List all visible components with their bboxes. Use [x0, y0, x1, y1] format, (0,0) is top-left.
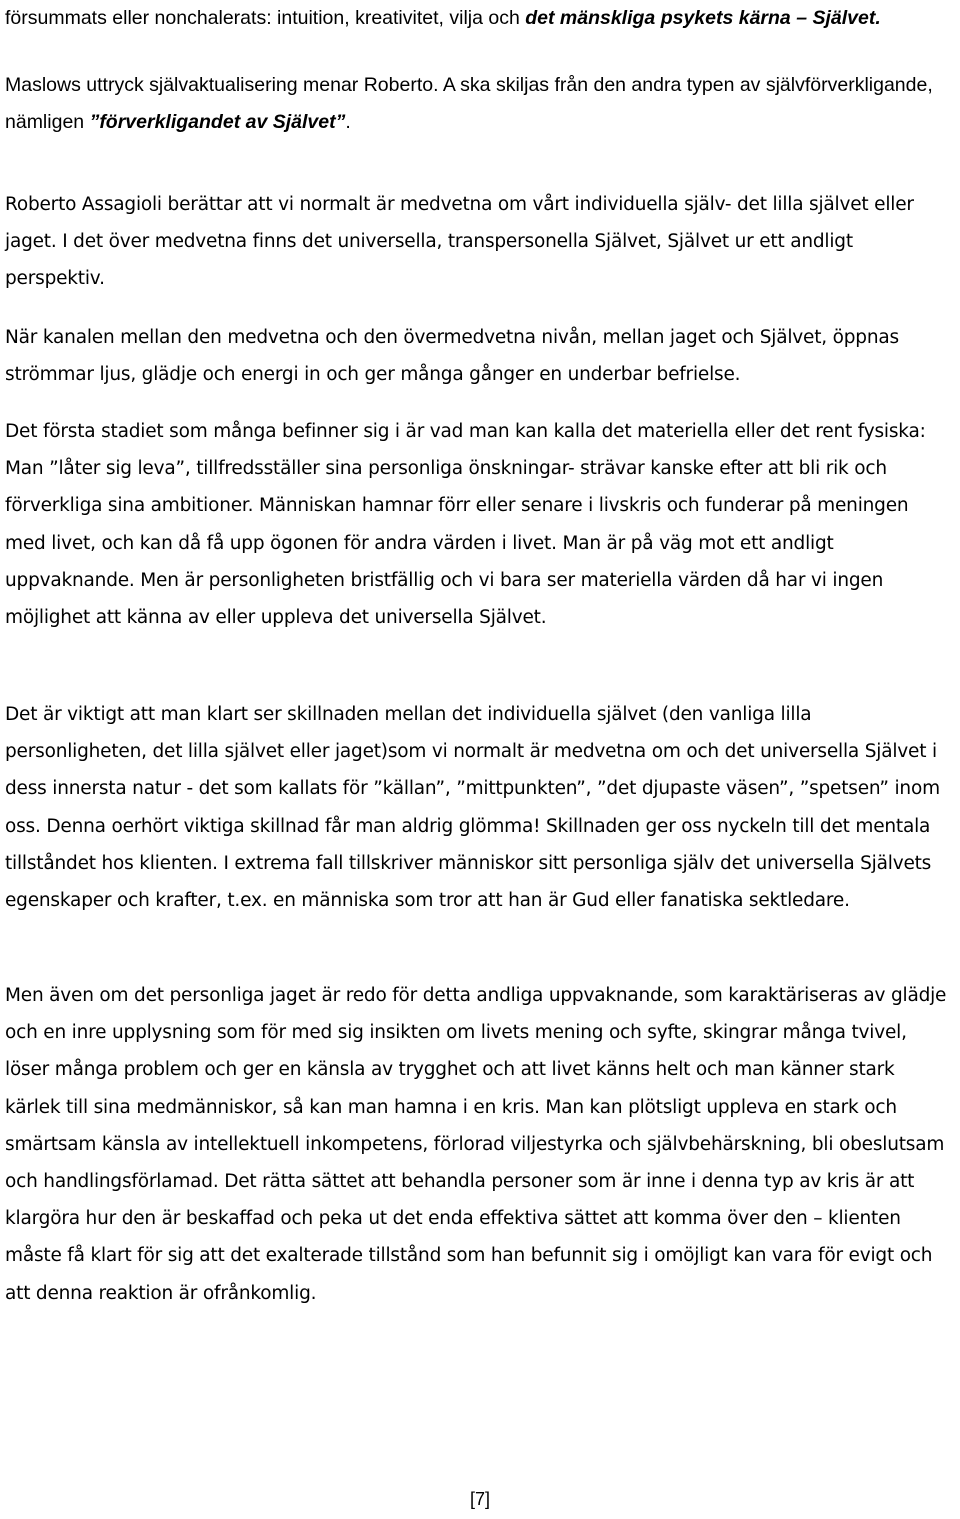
- paragraph-text: .: [345, 110, 351, 133]
- paragraph-forsta-stadiet: Det första stadiet som många befinner sig i är vad man kan kalla det materiella eller det rent fysiska: Man ”låter sig leva”, tillfredsställer sina personliga önskningar- strävar kanske efter att bli rik och förverkliga sina ambitioner. Människan hamnar förr eller senare i livskris och funderar på meningen med livet, och kan då få upp ögonen för andra värden i livet. Man är på väg mot ett andligt uppvaknande. Men är personligheten bristfällig och vi bara ser materiella värden då har vi ingen möjlighet att känna av eller uppleva det universella Självet.: [5, 421, 926, 629]
- paragraph-skillnaden: Det är viktigt att man klart ser skillnaden mellan det individuella självet (den vanliga lilla personligheten, det lilla självet eller jaget)som vi normalt är medvetna om och det universella Självet i dess innersta natur - det som kallats för ”källan”, ”mittpunkten”, ”det djupaste väsen”, ”spetsen” inom oss. Denna oerhört viktiga skillnad får man aldrig glömma! Skillnaden ger oss nyckeln till det mentala tillståndet hos klienten. I extrema fall tillskriver människor sitt personliga själv det universella Självets egenskaper och krafter, t.ex. en människa som tror att han är Gud eller fanatiska sektledare.: [5, 704, 940, 912]
- paragraph-maslow: [5, 67, 953, 140]
- paragraph-text: Maslows uttryck självaktualisering menar Roberto. A ska skiljas från den andra typen av självförverkligande, nämligen: [5, 74, 933, 133]
- page-number: [7]: [469, 1489, 490, 1509]
- emphasis-text: det mänskliga psykets kärna – Självet.: [525, 7, 881, 29]
- paragraph-assagioli: Roberto Assagioli berättar att vi normalt är medvetna om vårt individuella själv- det lilla självet eller jaget. I det över medvetna finns det universella, transpersonella Självet, Självet ur ett andligt perspektiv.: [5, 194, 914, 290]
- emphasis-text: ”förverkligandet av Självet”: [89, 110, 346, 133]
- paragraph-text: försummats eller nonchalerats: intuition, kreativitet, vilja och: [5, 7, 526, 29]
- paragraph-kanalen: När kanalen mellan den medvetna och den övermedvetna nivån, mellan jaget och Självet, öppnas strömmar ljus, glädje och energi in och ger många gånger en underbar befrielse.: [5, 327, 899, 386]
- paragraph-intro: [5, 0, 881, 37]
- paragraph-kris: Men även om det personliga jaget är redo för detta andliga uppvaknande, som karaktäriseras av glädje och en inre upplysning som för med sig insikten om livets mening och syfte, skingrar många tvivel, löser många problem och ger en känsla av trygghet och att livet känns helt och man känner stark kärlek till sina medmänniskor, så kan man hamna i en kris. Man kan plötsligt uppleva en stark och smärtsam känsla av intellektuell inkompetens, förlorad viljestyrka och självbehärskning, bli obeslutsam och handlingsförlamad. Det rätta sättet att behandla personer som är inne i denna typ av kris är att klargöra hur den är beskaffad och peka ut det enda effektiva sättet att komma över den – klienten måste få klart för sig att det exalterade tillstånd som han befunnit sig i omöjligt kan vara för evigt och att denna reaktion är ofrånkomlig.: [5, 985, 947, 1304]
